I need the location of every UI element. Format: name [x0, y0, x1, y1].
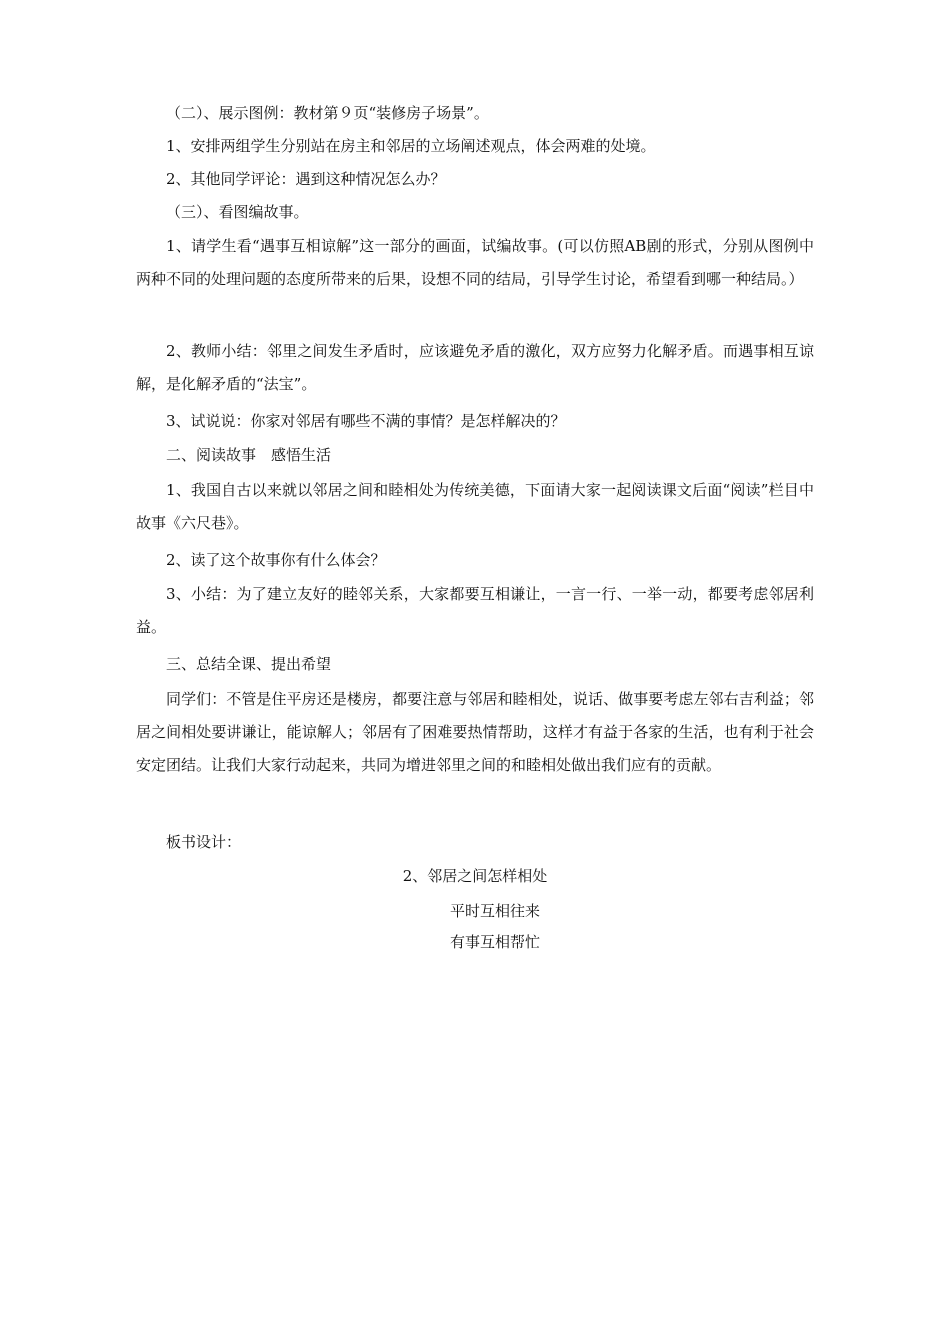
section-heading-3: （三）、看图编故事。 [166, 203, 309, 221]
paragraph-story: 1、请学生看“遇事互相谅解”这一部分的画面，试编故事。(可以仿照AB剧的形式，分别从图例中两种不同的处理问题的态度所带来的后果，设想不同的结局，引导学生讨论，希望看到哪一种结局。） [136, 237, 814, 288]
section-heading-2: （二）、展示图例：教材第９页“装修房子场景”。 [166, 104, 489, 122]
board-design-label: 板书设计： [166, 833, 242, 851]
paragraph-2: 2、其他同学评论：遇到这种情况怎么办？ [166, 170, 446, 188]
section-heading-summary: 三、总结全课、提出希望 [166, 655, 332, 673]
paragraph-feeling: 2、读了这个故事你有什么体会？ [166, 551, 386, 569]
paragraph-try-saying: 3、试说说：你家对邻居有哪些不满的事情？是怎样解决的？ [166, 412, 566, 430]
paragraph-teacher-summary: 2、教师小结：邻里之间发生矛盾时，应该避免矛盾的激化，双方应努力化解矛盾。而遇事相互谅解，是化解矛盾的“法宝”。 [136, 342, 814, 393]
board-title: 2、邻居之间怎样相处 [402, 867, 548, 885]
board-line-2: 有事互相帮忙 [449, 933, 540, 951]
paragraph-summary: 同学们：不管是住平房还是楼房，都要注意与邻居和睦相处，说话、做事要考虑左邻右吉利益；邻居之间相处要讲谦让，能谅解人；邻居有了困难要热情帮助，这样才有益于各家的生活，也有利于社会安定团结。让我们大家行动起来，共同为增进邻里之间的和睦相处做出我们应有的贡献。 [136, 690, 814, 774]
paragraph-conclusion: 3、小结：为了建立友好的睦邻关系，大家都要互相谦让，一言一行、一举一动，都要考虑邻居利益。 [136, 585, 814, 636]
board-line-1: 平时互相往来 [449, 902, 540, 920]
paragraph-reading: 1、我国自古以来就以邻居之间和睦相处为传统美德，下面请大家一起阅读课文后面“阅读”栏目中故事《六尺巷》。 [136, 481, 814, 532]
paragraph-1: 1、安排两组学生分别站在房主和邻居的立场阐述观点，体会两难的处境。 [166, 137, 656, 155]
section-heading-reading: 二、阅读故事 感悟生活 [166, 446, 332, 464]
